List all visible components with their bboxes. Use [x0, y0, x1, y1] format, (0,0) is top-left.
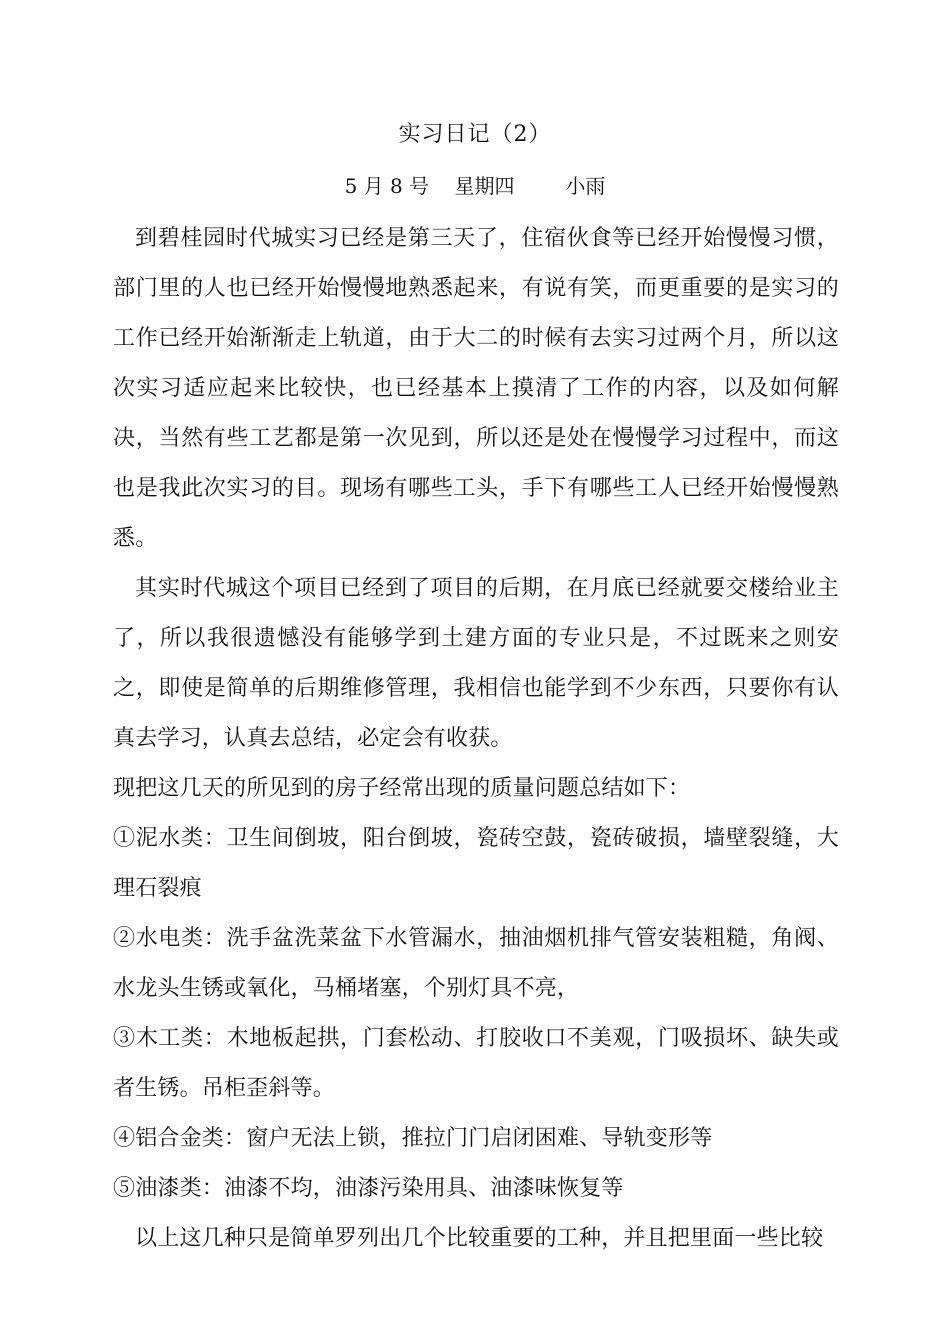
list-item-plumbing-electric: ②水电类：洗手盆洗菜盆下水管漏水，抽油烟机排气管安装粗糙，角阀、水龙头生锈或氧化，马桶堵塞，个别灯具不亮， [113, 926, 839, 1001]
document-title: 实习日记（2） [398, 122, 552, 147]
list-item-masonry: ①泥水类：卫生间倒坡，阳台倒坡，瓷砖空鼓，瓷砖破损，墙壁裂缝，大理石裂痕 [113, 826, 839, 901]
paragraph-project-stage: 其实时代城这个项目已经到了项目的后期，在月底已经就要交楼给业主了，所以我很遗憾没有能够学到土建方面的专业只是，不过既来之则安之，即使是简单的后期维修管理，我相信也能学到不少东西，只要你有认真去学习，认真去总结，必定会有收获。 [113, 576, 839, 751]
document-body [113, 214, 839, 1264]
list-item-aluminum: ④铝合金类：窗户无法上锁，推拉门门启闭困难、导轨变形等 [113, 1126, 713, 1151]
date-weather-line: 5 月 8 号 星期四 小雨 [344, 174, 606, 198]
list-item-carpentry: ③木工类：木地板起拱，门套松动、打胶收口不美观，门吸损坏、缺失或者生锈。吊柜歪斜等。 [113, 1026, 839, 1101]
paragraph-intro: 到碧桂园时代城实习已经是第三天了，住宿伙食等已经开始慢慢习惯，部门里的人也已经开始慢慢地熟悉起来，有说有笑，而更重要的是实习的工作已经开始渐渐走上轨道，由于大二的时候有去实习过两个月，所以这次实习适应起来比较快，也已经基本上摸清了工作的内容，以及如何解决，当然有些工艺都是第一次见到，所以还是处在慢慢学习过程中，而这也是我此次实习的目。现场有哪些工头，手下有哪些工人已经开始慢慢熟悉。 [113, 226, 839, 551]
paragraph-conclusion: 以上这几种只是简单罗列出几个比较重要的工种，并且把里面一些比较 [135, 1226, 824, 1251]
paragraph-summary-lead: 现把这几天的所见到的房子经常出现的质量问题总结如下： [113, 776, 691, 801]
list-item-paint: ⑤油漆类：油漆不均，油漆污染用具、油漆味恢复等 [113, 1176, 624, 1201]
